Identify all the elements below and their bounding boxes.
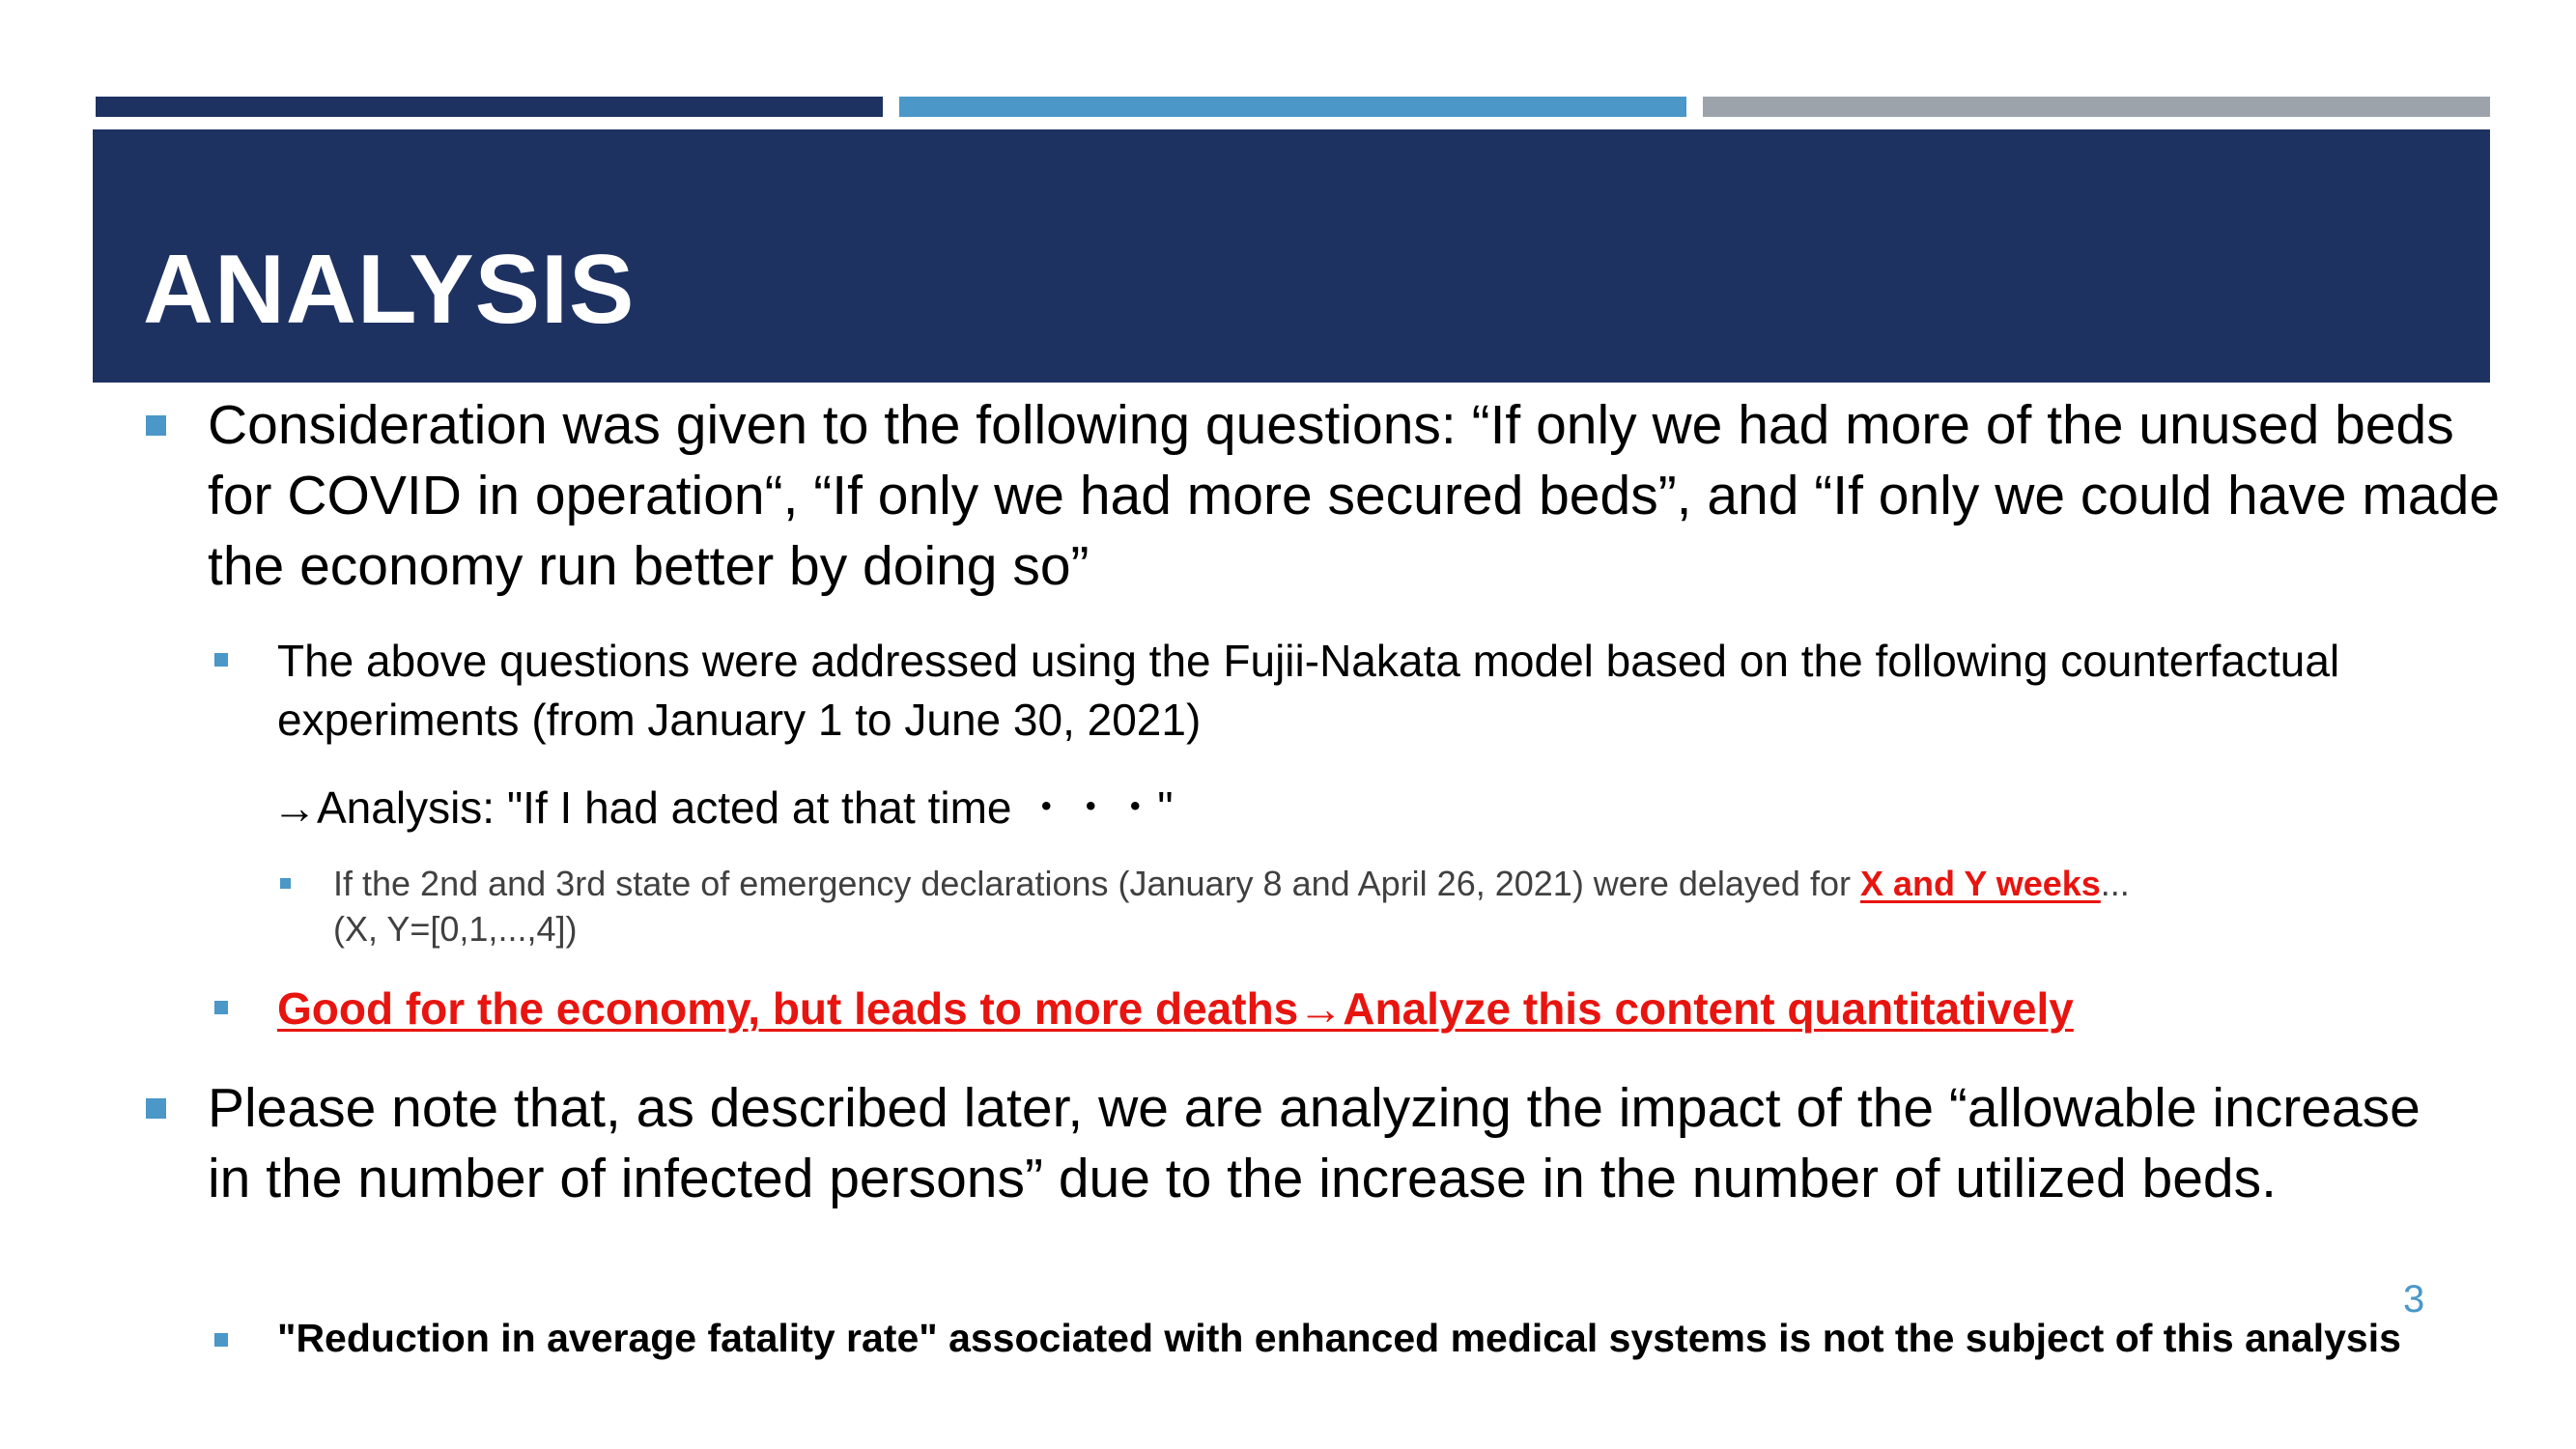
- sub-bullet-text-fatality-rate: "Reduction in average fatality rate" associated with enhanced medical systems is not the subject of this analysis: [277, 1316, 2401, 1360]
- slide-title: ANALYSIS: [143, 236, 636, 344]
- sub-bullet-text-method: The above questions were addressed using the Fujii-Nakata model based on the following counterfactual experiments (from January 1 to June 30, 2021): [277, 636, 2340, 745]
- top-accent-bar-navy: [96, 97, 883, 117]
- economy-deaths-highlight: Good for the economy, but leads to more deaths→Analyze this content quantitatively: [277, 983, 2074, 1034]
- sub-bullet-text-economy-deaths: [277, 980, 2499, 1038]
- delay-text-prefix: If the 2nd and 3rd state of emergency declarations (January 8 and April 26, 2021) were delayed for: [333, 864, 1860, 903]
- sub-bullet-square-icon: [214, 1333, 228, 1347]
- bullet-text-questions: Consideration was given to the following questions: “If only we had more of the unused beds for COVID in operation“, “If only we had more secured beds”, and “If only we could have made the economy run better by doing so”: [208, 394, 2501, 597]
- sub-sub-bullet-square-icon: [280, 878, 291, 889]
- sub-bullet-square-icon: [214, 1001, 228, 1014]
- bullet-square-icon: [146, 415, 166, 436]
- delay-text-suffix: ...: [2100, 864, 2130, 903]
- sub-sub-bullet-text-delay: [333, 861, 2458, 952]
- analysis-arrow-line: →Analysis: "If I had acted at that time ・・・": [272, 782, 1174, 833]
- top-accent-bar-gray: [1703, 97, 2490, 117]
- page-number: 3: [2403, 1278, 2425, 1321]
- bullet-square-icon: [146, 1098, 166, 1119]
- delay-range-note: (X, Y=[0,1,...,4]): [333, 909, 578, 949]
- top-accent-bar-blue: [899, 97, 1686, 117]
- delay-weeks-highlight: X and Y weeks: [1859, 864, 2101, 903]
- sub-bullet-square-icon: [214, 653, 228, 667]
- bullet-text-note: Please note that, as described later, we are analyzing the impact of the “allowable increase in the number of infected persons” due to the increase in the number of utilized beds.: [208, 1077, 2420, 1209]
